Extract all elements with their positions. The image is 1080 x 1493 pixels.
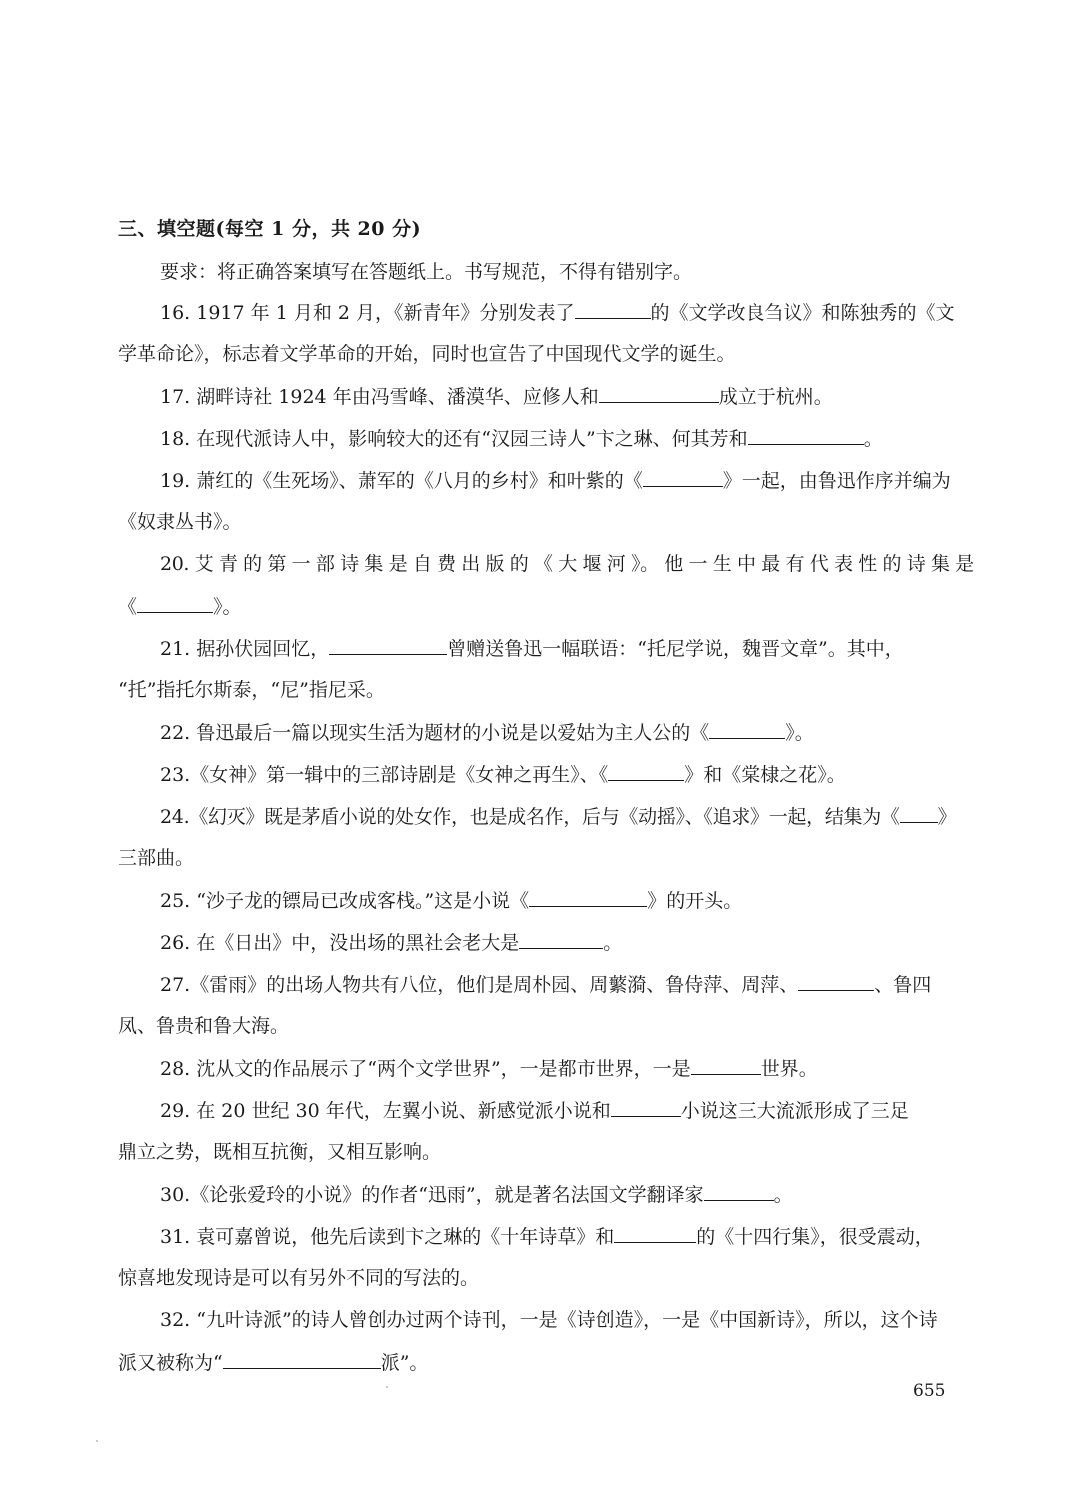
question-16-line-2: 学革命论》，标志着文学革命的开始，同时也宣告了中国现代文学的诞生。 <box>118 343 736 365</box>
question-text: 《 <box>118 596 138 618</box>
question-21-line-2: “托”指托尔斯泰，“尼”指尼采。 <box>118 679 385 701</box>
answer-blank <box>611 1098 681 1117</box>
answer-blank <box>643 468 723 487</box>
question-text: 32. “九叶诗派”的诗人曾创办过两个诗刊，一是《诗创造》，一是《中国新诗》，所以，这个诗 <box>160 1309 938 1331</box>
answer-blank <box>137 594 213 613</box>
question-text: 16. 1917 年 1 月和 2 月，《新青年》分别发表了 <box>160 302 575 324</box>
question-text: 》的开头。 <box>647 890 743 912</box>
page-number: 655 <box>913 1381 946 1401</box>
answer-blank <box>575 300 651 319</box>
question-22-line-1 <box>160 720 814 745</box>
question-text: 27.《雷雨》的出场人物共有八位，他们是周朴园、周蘩漪、鲁侍萍、周萍、 <box>160 974 799 996</box>
question-text: 23.《女神》第一辑中的三部诗剧是《女神之再生》、《 <box>160 764 609 786</box>
answer-blank <box>519 930 603 949</box>
answer-blank <box>599 384 719 403</box>
answer-blank <box>709 720 785 739</box>
answer-blank <box>614 1224 696 1243</box>
question-text: 派又被称为“ <box>118 1352 223 1374</box>
question-text: 世界。 <box>760 1058 818 1080</box>
question-text: 19. 萧红的《生死场》、萧军的《八月的乡村》和叶紫的《 <box>160 470 643 492</box>
question-text: 29. 在 20 世纪 30 年代，左翼小说、新感觉派小说和 <box>160 1100 611 1122</box>
answer-blank <box>608 762 684 781</box>
answer-blank <box>798 972 874 991</box>
question-27-line-1 <box>160 972 931 997</box>
question-text: 24.《幻灭》既是茅盾小说的处女作，也是成名作，后与《动摇》、《追求》一起，结集为《 <box>160 806 900 828</box>
question-text: 31. 袁可嘉曾说，他先后读到卞之琳的《十年诗草》和 <box>160 1226 615 1248</box>
answer-blank <box>329 636 447 655</box>
question-text: 》一起，由鲁迅作序并编为 <box>722 470 951 492</box>
question-text: 。 <box>773 1184 793 1206</box>
question-31-line-1 <box>160 1224 934 1249</box>
question-24-line-1 <box>160 804 956 829</box>
question-19-line-2: 《奴隶丛书》。 <box>118 511 242 533</box>
question-23-line-1 <box>160 762 846 787</box>
question-text: 成立于杭州。 <box>718 386 833 408</box>
question-17-line-1 <box>160 384 833 409</box>
question-25-line-1 <box>160 888 742 913</box>
question-29-line-2: 鼎立之势，既相互抗衡，又相互影响。 <box>118 1141 442 1163</box>
question-text: 小说这三大流派形成了三足 <box>680 1100 909 1122</box>
question-text: 派”。 <box>380 1352 429 1374</box>
question-text: 28. 沈从文的作品展示了“两个文学世界”，一是都市世界，一是 <box>160 1058 691 1080</box>
question-19-line-1 <box>160 468 951 493</box>
question-text: 30.《论张爱玲的小说》的作者“迅雨”，就是著名法国文学翻译家 <box>160 1184 704 1206</box>
question-text: 的《十四行集》，很受震动， <box>696 1226 934 1248</box>
question-text: 曾赠送鲁迅一幅联语：“托尼学说，魏晋文章”。其中， <box>447 638 904 660</box>
question-24-line-2: 三部曲。 <box>118 847 195 869</box>
question-21-line-1 <box>160 636 904 661</box>
section-requirement: 要求：将正确答案填写在答题纸上。书写规范，不得有错别字。 <box>160 261 693 283</box>
question-text: 20. 艾 青 的 第 一 部 诗 集 是 自 费 出 版 的 《 大 堰 河 》。 他 一 生 中 最 有 代 表 性 的 诗 集 是 <box>160 553 974 575</box>
question-text: 》。 <box>785 722 814 744</box>
question-text: 26. 在《日出》中，没出场的黑社会老大是 <box>160 932 520 954</box>
question-18-line-1 <box>160 426 883 451</box>
question-text: 25. “沙子龙的镖局已改成客栈。”这是小说《 <box>160 890 530 912</box>
question-28-line-1 <box>160 1056 818 1081</box>
question-text: 22. 鲁迅最后一篇以现实生活为题材的小说是以爱姑为主人公的《 <box>160 722 710 744</box>
question-32-line-2 <box>118 1350 428 1375</box>
section-title: 三、填空题(每空 1 分，共 20 分) <box>118 218 422 240</box>
question-text: 。 <box>863 428 883 450</box>
answer-blank <box>691 1056 761 1075</box>
question-text: 》 <box>937 806 957 828</box>
answer-blank <box>223 1350 381 1369</box>
question-text: 》。 <box>213 596 242 618</box>
answer-blank <box>529 888 647 907</box>
question-32-line-1 <box>160 1308 938 1332</box>
scan-speck <box>96 1440 98 1442</box>
answer-blank <box>900 804 938 823</box>
question-text: 》和《棠棣之花》。 <box>684 764 846 786</box>
question-text: 17. 湖畔诗社 1924 年由冯雪峰、潘漠华、应修人和 <box>160 386 599 408</box>
question-text: 21. 据孙伏园回忆， <box>160 638 330 660</box>
question-30-line-1 <box>160 1182 793 1207</box>
question-20-line-1 <box>160 552 974 576</box>
question-29-line-1 <box>160 1098 909 1123</box>
question-16-line-1 <box>160 300 955 325</box>
question-text: 。 <box>603 932 623 954</box>
question-27-line-2: 凤、鲁贵和鲁大海。 <box>118 1015 290 1037</box>
question-text: 18. 在现代派诗人中，影响较大的还有“汉园三诗人”卞之琳、何其芳和 <box>160 428 748 450</box>
question-text: 、鲁四 <box>874 974 932 996</box>
question-26-line-1 <box>160 930 622 955</box>
question-31-line-2: 惊喜地发现诗是可以有另外不同的写法的。 <box>118 1267 480 1289</box>
answer-blank <box>704 1182 774 1201</box>
question-20-line-2 <box>118 594 242 619</box>
answer-blank <box>748 426 864 445</box>
question-text: 的《文学改良刍议》和陈独秀的《文 <box>650 302 955 324</box>
scan-speck <box>386 1386 388 1388</box>
